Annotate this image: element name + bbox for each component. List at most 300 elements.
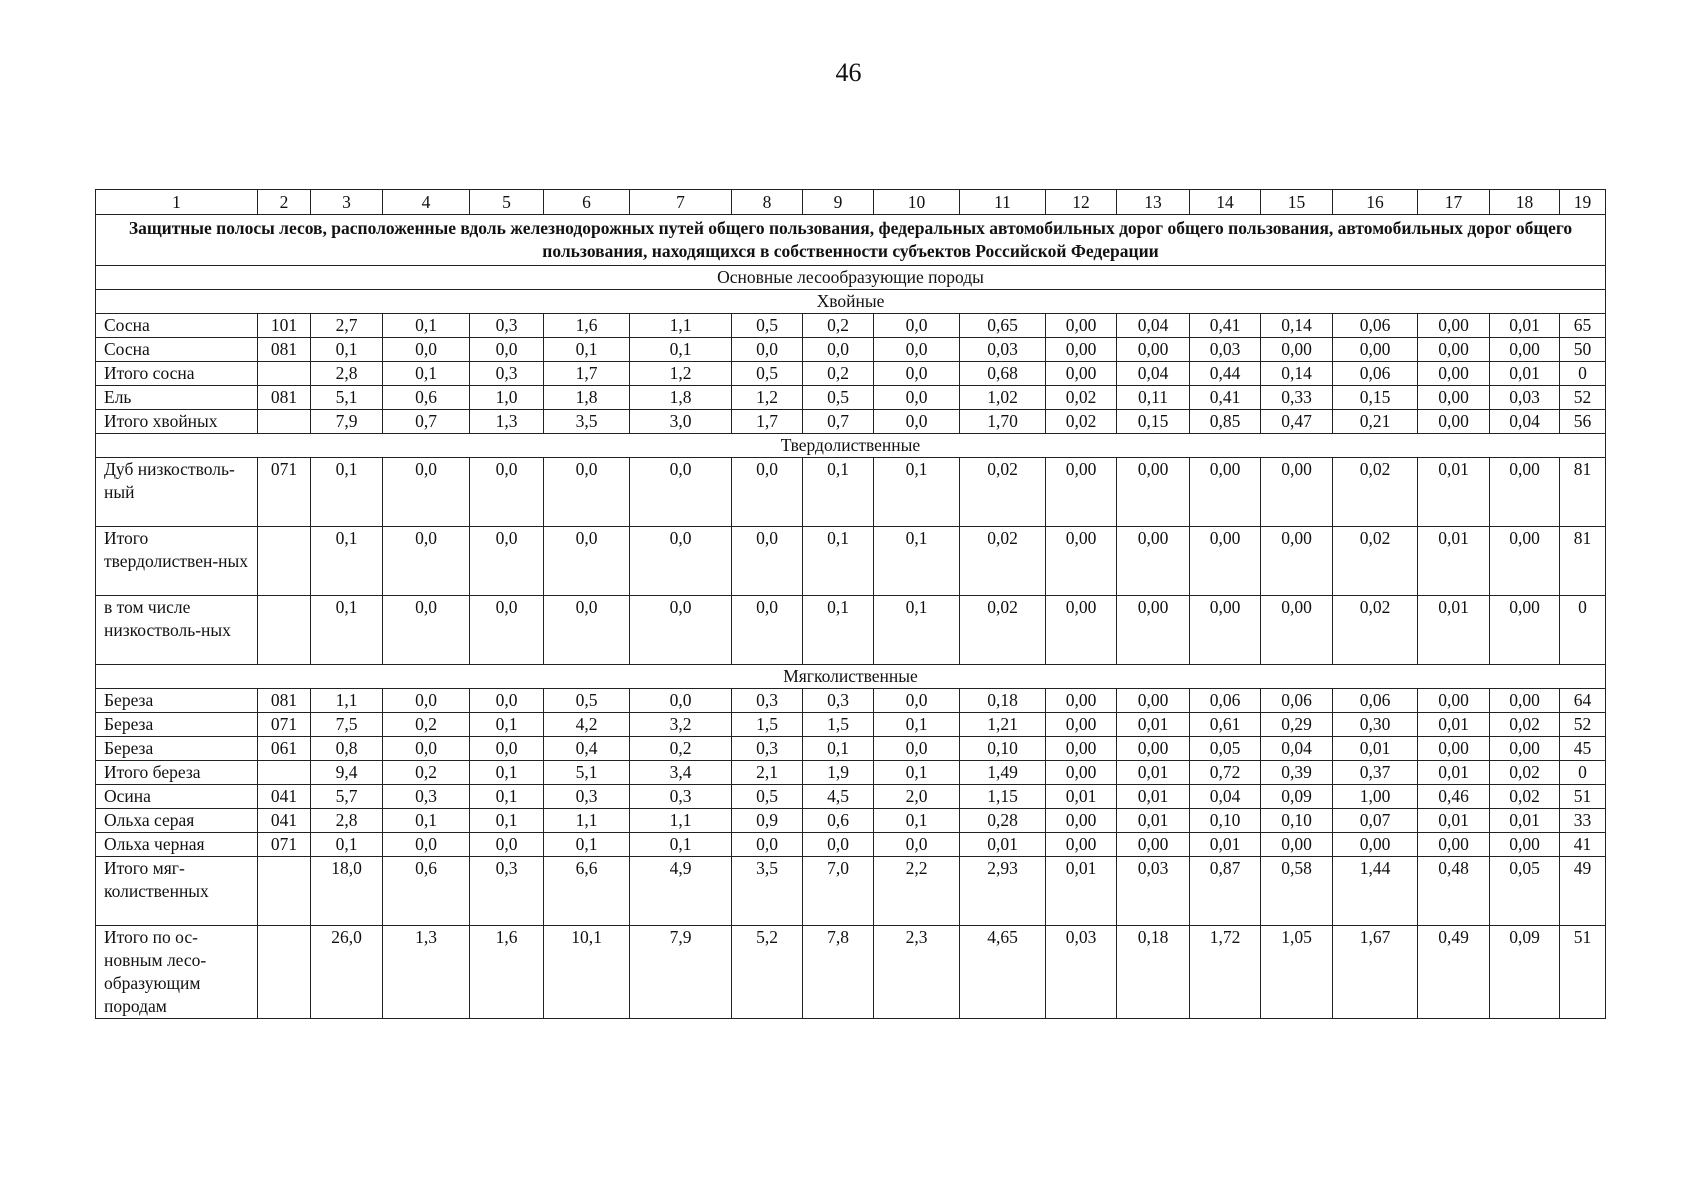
value-cell: 0,1 [803,596,874,665]
column-number: 5 [470,190,544,215]
value-cell: 0,00 [1117,737,1190,761]
value-cell: 0,0 [470,458,544,527]
value-cell: 6,6 [544,857,630,926]
value-cell: 0,0 [874,410,960,434]
table-row [96,857,1606,926]
value-cell: 1,70 [960,410,1046,434]
column-number: 8 [732,190,803,215]
value-cell: 0,00 [1490,737,1560,761]
value-cell: 1,21 [960,713,1046,737]
value-cell: 0,03 [1117,857,1190,926]
species-name: Береза [96,689,258,713]
value-cell: 0,41 [1190,314,1261,338]
value-cell: 5,1 [544,761,630,785]
value-cell: 2,2 [874,857,960,926]
value-cell: 7,5 [311,713,383,737]
value-cell: 0,3 [383,785,470,809]
value-cell: 0,00 [1418,737,1490,761]
value-cell: 0,0 [732,458,803,527]
value-cell: 0,61 [1190,713,1261,737]
value-cell: 0,00 [1117,833,1190,857]
table-row [96,362,1606,386]
value-cell: 0,02 [1490,713,1560,737]
value-cell: 0,7 [803,410,874,434]
value-cell: 0,0 [470,737,544,761]
value-cell: 3,2 [630,713,732,737]
value-cell: 0,00 [1418,362,1490,386]
value-cell: 0,01 [1333,737,1418,761]
value-cell: 0,0 [803,338,874,362]
species-code: 061 [258,737,311,761]
value-cell: 0,3 [630,785,732,809]
value-cell: 0,3 [732,689,803,713]
value-cell: 0,18 [960,689,1046,713]
value-cell: 0,0 [383,596,470,665]
value-cell: 0,0 [544,458,630,527]
species-name: Итого сосна [96,362,258,386]
value-cell: 0,2 [630,737,732,761]
value-cell: 0,0 [383,338,470,362]
value-cell: 0,00 [1046,809,1117,833]
value-cell: 33 [1560,809,1606,833]
value-cell: 0,01 [1418,713,1490,737]
value-cell: 0,10 [1190,809,1261,833]
species-name: Итого мяг-колиственных [96,857,258,926]
value-cell: 0,3 [470,857,544,926]
table-title: Защитные полосы лесов, расположенные вдоль железнодорожных путей общего пользования, федеральных автомобильных дорог общего пользования, автомобильных дорог общего пользования, находящихся в собственности субъектов Российской Федерации [96,215,1606,266]
value-cell: 0,02 [960,596,1046,665]
value-cell: 0,02 [960,527,1046,596]
value-cell: 0,29 [1261,713,1333,737]
value-cell: 0,1 [470,785,544,809]
value-cell: 0,2 [803,314,874,338]
value-cell: 0,15 [1333,386,1418,410]
value-cell: 1,5 [803,713,874,737]
value-cell: 0,1 [803,527,874,596]
value-cell: 0,2 [383,761,470,785]
value-cell: 1,67 [1333,926,1418,1019]
table-row [96,386,1606,410]
value-cell: 1,2 [630,362,732,386]
value-cell: 0,00 [1117,458,1190,527]
value-cell: 41 [1560,833,1606,857]
value-cell: 0,0 [470,527,544,596]
value-cell: 0,1 [630,338,732,362]
value-cell: 0,00 [1261,596,1333,665]
value-cell: 0,46 [1418,785,1490,809]
value-cell: 0,0 [470,338,544,362]
value-cell: 5,2 [732,926,803,1019]
value-cell: 3,0 [630,410,732,434]
value-cell: 1,9 [803,761,874,785]
value-cell: 1,1 [630,809,732,833]
value-cell: 1,8 [544,386,630,410]
value-cell: 0,3 [803,689,874,713]
column-number: 4 [383,190,470,215]
value-cell: 0 [1560,596,1606,665]
value-cell: 0,0 [874,386,960,410]
value-cell: 0,4 [544,737,630,761]
value-cell: 0,0 [874,689,960,713]
value-cell: 0,02 [1333,458,1418,527]
value-cell: 0,0 [874,362,960,386]
value-cell: 0,00 [1261,833,1333,857]
value-cell: 0,2 [803,362,874,386]
value-cell: 0,01 [1418,527,1490,596]
value-cell: 1,5 [732,713,803,737]
value-cell: 0,01 [960,833,1046,857]
value-cell: 0,3 [732,737,803,761]
value-cell: 0,87 [1190,857,1261,926]
value-cell: 26,0 [311,926,383,1019]
value-cell: 0,2 [383,713,470,737]
species-code [258,857,311,926]
value-cell: 0,18 [1117,926,1190,1019]
forest-data-table [95,189,1606,1019]
value-cell: 0,39 [1261,761,1333,785]
value-cell: 0,14 [1261,314,1333,338]
value-cell: 0,00 [1190,596,1261,665]
value-cell: 0,0 [630,689,732,713]
value-cell: 0,0 [383,833,470,857]
value-cell: 0,00 [1117,689,1190,713]
value-cell: 0,00 [1117,527,1190,596]
value-cell: 0,00 [1190,458,1261,527]
value-cell: 0,00 [1418,410,1490,434]
group-title-row [96,266,1606,290]
value-cell: 0,1 [874,596,960,665]
value-cell: 0,00 [1418,314,1490,338]
value-cell: 0,1 [630,833,732,857]
value-cell: 1,8 [630,386,732,410]
value-cell: 0,00 [1490,833,1560,857]
value-cell: 0,00 [1046,458,1117,527]
value-cell: 0,05 [1490,857,1560,926]
value-cell: 0,47 [1261,410,1333,434]
value-cell: 0,03 [1190,338,1261,362]
value-cell: 51 [1560,785,1606,809]
value-cell: 1,2 [732,386,803,410]
value-cell: 50 [1560,338,1606,362]
value-cell: 0,03 [960,338,1046,362]
column-number-row [96,190,1606,215]
value-cell: 1,7 [544,362,630,386]
value-cell: 0,00 [1117,596,1190,665]
value-cell: 0,1 [544,833,630,857]
value-cell: 56 [1560,410,1606,434]
species-name: Осина [96,785,258,809]
value-cell: 0,06 [1333,689,1418,713]
column-number: 10 [874,190,960,215]
value-cell: 4,5 [803,785,874,809]
value-cell: 0,58 [1261,857,1333,926]
value-cell: 0,7 [383,410,470,434]
value-cell: 52 [1560,386,1606,410]
species-name: Сосна [96,338,258,362]
value-cell: 0,1 [874,713,960,737]
value-cell: 0,1 [311,833,383,857]
value-cell: 0,5 [732,314,803,338]
table-row [96,527,1606,596]
column-number: 14 [1190,190,1261,215]
species-code [258,527,311,596]
value-cell: 0,0 [544,527,630,596]
value-cell: 0,3 [470,314,544,338]
value-cell: 0,01 [1418,809,1490,833]
value-cell: 0,00 [1490,689,1560,713]
value-cell: 0,00 [1046,833,1117,857]
column-number: 9 [803,190,874,215]
value-cell: 10,1 [544,926,630,1019]
value-cell: 0,00 [1117,338,1190,362]
value-cell: 0,1 [874,527,960,596]
value-cell: 4,9 [630,857,732,926]
table-row [96,833,1606,857]
value-cell: 0,1 [803,737,874,761]
value-cell: 0,0 [470,596,544,665]
table-row [96,761,1606,785]
value-cell: 51 [1560,926,1606,1019]
value-cell: 0,9 [732,809,803,833]
value-cell: 0,00 [1046,689,1117,713]
value-cell: 0,0 [874,833,960,857]
value-cell: 2,0 [874,785,960,809]
value-cell: 0,0 [383,737,470,761]
group-title: Основные лесообразующие породы [96,266,1606,290]
table-row [96,809,1606,833]
column-number: 18 [1490,190,1560,215]
value-cell: 0 [1560,362,1606,386]
value-cell: 0 [1560,761,1606,785]
value-cell: 0,01 [1418,596,1490,665]
value-cell: 0,5 [732,362,803,386]
value-cell: 0,37 [1333,761,1418,785]
value-cell: 0,1 [383,362,470,386]
species-code [258,362,311,386]
table-row [96,785,1606,809]
value-cell: 0,04 [1261,737,1333,761]
value-cell: 0,01 [1117,761,1190,785]
table-row [96,713,1606,737]
value-cell: 0,48 [1418,857,1490,926]
value-cell: 0,00 [1046,338,1117,362]
value-cell: 0,3 [470,362,544,386]
value-cell: 64 [1560,689,1606,713]
value-cell: 0,00 [1046,737,1117,761]
value-cell: 0,06 [1333,362,1418,386]
column-number: 15 [1261,190,1333,215]
column-number: 12 [1046,190,1117,215]
species-name: Береза [96,713,258,737]
table-row [96,689,1606,713]
value-cell: 0,01 [1117,809,1190,833]
value-cell: 0,02 [960,458,1046,527]
value-cell: 0,09 [1261,785,1333,809]
value-cell: 0,49 [1418,926,1490,1019]
value-cell: 1,44 [1333,857,1418,926]
value-cell: 0,5 [803,386,874,410]
value-cell: 49 [1560,857,1606,926]
value-cell: 0,1 [311,527,383,596]
value-cell: 0,01 [1490,809,1560,833]
value-cell: 0,5 [544,689,630,713]
value-cell: 0,00 [1046,761,1117,785]
value-cell: 7,9 [630,926,732,1019]
column-number: 11 [960,190,1046,215]
value-cell: 0,1 [311,596,383,665]
value-cell: 1,02 [960,386,1046,410]
value-cell: 81 [1560,458,1606,527]
value-cell: 0,00 [1046,527,1117,596]
species-name: Ольха серая [96,809,258,833]
species-code [258,761,311,785]
value-cell: 0,11 [1117,386,1190,410]
value-cell: 0,01 [1190,833,1261,857]
value-cell: 0,21 [1333,410,1418,434]
value-cell: 5,1 [311,386,383,410]
value-cell: 0,85 [1190,410,1261,434]
value-cell: 1,7 [732,410,803,434]
value-cell: 0,00 [1046,314,1117,338]
value-cell: 2,1 [732,761,803,785]
species-code: 081 [258,386,311,410]
value-cell: 0,44 [1190,362,1261,386]
value-cell: 0,02 [1490,761,1560,785]
value-cell: 0,00 [1418,386,1490,410]
table-row [96,410,1606,434]
species-code: 041 [258,809,311,833]
value-cell: 81 [1560,527,1606,596]
value-cell: 0,1 [383,314,470,338]
value-cell: 2,7 [311,314,383,338]
species-name: Сосна [96,314,258,338]
value-cell: 0,1 [874,458,960,527]
value-cell: 0,03 [1490,386,1560,410]
species-code: 071 [258,458,311,527]
value-cell: 18,0 [311,857,383,926]
value-cell: 1,72 [1190,926,1261,1019]
value-cell: 0,3 [544,785,630,809]
value-cell: 0,0 [544,596,630,665]
value-cell: 0,01 [1046,857,1117,926]
species-name: Ольха черная [96,833,258,857]
value-cell: 0,1 [311,338,383,362]
value-cell: 1,1 [544,809,630,833]
table-row [96,458,1606,527]
value-cell: 0,10 [960,737,1046,761]
value-cell: 0,1 [311,458,383,527]
table-row [96,737,1606,761]
value-cell: 0,09 [1490,926,1560,1019]
value-cell: 1,1 [311,689,383,713]
value-cell: 2,3 [874,926,960,1019]
value-cell: 1,05 [1261,926,1333,1019]
value-cell: 0,00 [1418,689,1490,713]
value-cell: 0,01 [1418,458,1490,527]
value-cell: 0,41 [1190,386,1261,410]
value-cell: 0,1 [874,809,960,833]
value-cell: 0,0 [383,527,470,596]
table-row [96,926,1606,1019]
value-cell: 0,0 [803,833,874,857]
value-cell: 0,0 [732,833,803,857]
species-name: Итого твердолиствен-ных [96,527,258,596]
value-cell: 0,00 [1418,338,1490,362]
species-code: 081 [258,689,311,713]
column-number: 13 [1117,190,1190,215]
section-title: Мягколиственные [96,665,1606,689]
value-cell: 0,02 [1333,596,1418,665]
value-cell: 4,2 [544,713,630,737]
value-cell: 0,0 [383,689,470,713]
value-cell: 3,5 [732,857,803,926]
value-cell: 0,00 [1418,833,1490,857]
value-cell: 0,04 [1117,314,1190,338]
value-cell: 3,5 [544,410,630,434]
species-code [258,596,311,665]
column-number: 1 [96,190,258,215]
value-cell: 0,0 [874,338,960,362]
section-title-row [96,665,1606,689]
table-row [96,314,1606,338]
value-cell: 0,0 [874,314,960,338]
species-code: 071 [258,833,311,857]
value-cell: 0,1 [470,713,544,737]
value-cell: 0,01 [1490,362,1560,386]
value-cell: 4,65 [960,926,1046,1019]
value-cell: 0,0 [732,527,803,596]
value-cell: 0,06 [1333,314,1418,338]
value-cell: 0,0 [874,737,960,761]
species-code: 101 [258,314,311,338]
value-cell: 52 [1560,713,1606,737]
value-cell: 0,28 [960,809,1046,833]
value-cell: 0,00 [1046,596,1117,665]
table-row [96,596,1606,665]
value-cell: 0,04 [1490,410,1560,434]
species-code [258,926,311,1019]
value-cell: 9,4 [311,761,383,785]
column-number: 2 [258,190,311,215]
value-cell: 0,0 [630,596,732,665]
value-cell: 65 [1560,314,1606,338]
value-cell: 1,0 [470,386,544,410]
value-cell: 0,1 [383,809,470,833]
value-cell: 5,7 [311,785,383,809]
section-title-row [96,434,1606,458]
column-number: 6 [544,190,630,215]
value-cell: 0,01 [1418,761,1490,785]
value-cell: 0,68 [960,362,1046,386]
species-code: 041 [258,785,311,809]
value-cell: 0,00 [1261,338,1333,362]
table-title-row [96,215,1606,266]
value-cell: 0,65 [960,314,1046,338]
value-cell: 0,0 [630,527,732,596]
species-name: в том числе низкостволь-ных [96,596,258,665]
table-row [96,338,1606,362]
value-cell: 0,15 [1117,410,1190,434]
value-cell: 0,00 [1333,833,1418,857]
value-cell: 0,03 [1046,926,1117,1019]
value-cell: 1,3 [383,926,470,1019]
page-number: 46 [835,58,862,87]
column-number: 3 [311,190,383,215]
value-cell: 1,6 [470,926,544,1019]
value-cell: 3,4 [630,761,732,785]
value-cell: 0,00 [1490,527,1560,596]
value-cell: 0,0 [470,833,544,857]
